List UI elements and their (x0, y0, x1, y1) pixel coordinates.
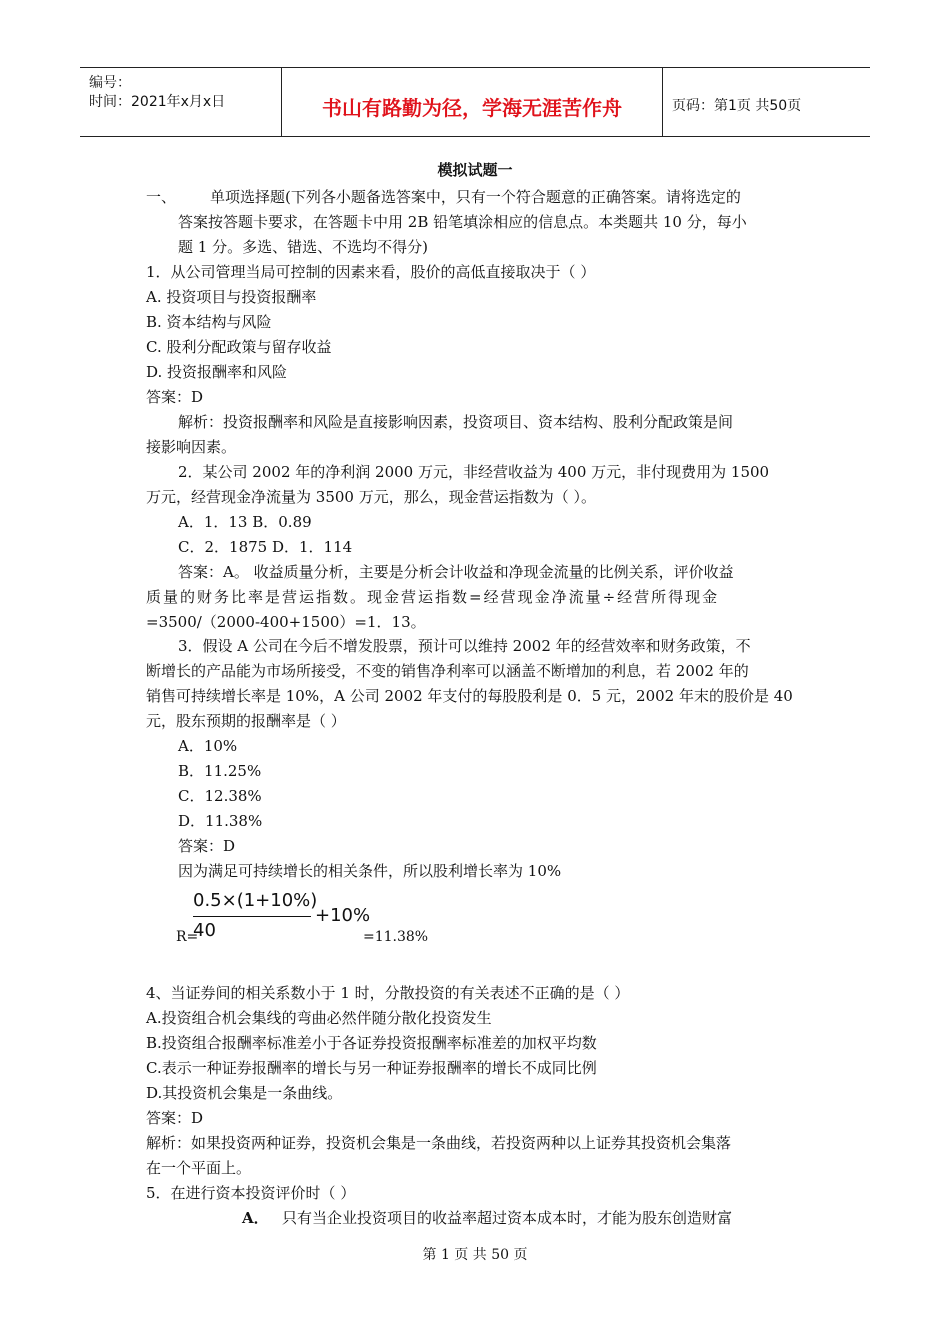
q5-stem: 5．在进行资本投资评价时（ ） (146, 1184, 356, 1202)
formula-r-label: R= (176, 929, 199, 945)
section-instructions-line1: 单项选择题(下列各小题备选答案中，只有一个符合题意的正确答案。请将选定的 (210, 188, 741, 206)
q3-stem-line2: 断增长的产品能为市场所接受，不变的销售净利率可以涵盖不断增加的利息，若 2002 年的 (146, 662, 749, 680)
formula-denominator: 40 (193, 920, 216, 941)
q2-answer-line3: =3500/（2000-400+1500）=1．13。 (146, 613, 426, 631)
q5-option-a: 只有当企业投资项目的收益率超过资本成本时，才能为股东创造财富 (282, 1209, 733, 1227)
header-motto: 书山有路勤为径，学海无涯苦作舟 (322, 96, 622, 120)
q3-stem-line1: 3．假设 A 公司在今后不增发股票，预计可以维持 2002 年的经营效率和财务政策，不 (178, 637, 751, 655)
q4-option-d: D.其投资机会集是一条曲线。 (146, 1084, 343, 1102)
doc-title: 模拟试题一 (437, 161, 513, 179)
q3-option-c: C．12.38% (178, 787, 262, 805)
q4-option-c: C.表示一种证券报酬率的增长与另一种证券报酬率的增长不成同比例 (146, 1059, 597, 1077)
q1-answer: 答案：D (146, 388, 204, 406)
q2-stem-line2: 万元，经营现金净流量为 3500 万元，那么，现金营运指数为（ ）。 (146, 488, 596, 506)
formula-result: =11.38% (363, 929, 429, 945)
section-number: 一、 (146, 188, 177, 206)
formula-plus-term: +10% (315, 905, 371, 926)
q1-option-d: D. 投资报酬率和风险 (146, 363, 288, 381)
q4-option-b: B.投资组合报酬率标准差小于各证券投资报酬率标准差的加权平均数 (146, 1034, 597, 1052)
q1-option-b: B. 资本结构与风险 (146, 313, 272, 331)
q2-answer-line1: 答案：A。 收益质量分析，主要是分析会计收益和净现金流量的比例关系，评价收益 (178, 563, 734, 581)
q4-explanation-line2: 在一个平面上。 (146, 1159, 252, 1177)
q3-stem-line3: 销售可持续增长率是 10%，A 公司 2002 年支付的每股股利是 0．5 元，2002 年末的股价是 40 (146, 687, 793, 705)
formula-numerator: 0.5×(1+10%) (193, 890, 318, 911)
header-page-info: 页码：第1页 共50页 (672, 98, 802, 114)
q3-stem-line4: 元，股东预期的报酬率是（ ） (146, 712, 346, 730)
doc-number-label: 编号： (89, 75, 131, 91)
q1-option-c: C. 股利分配政策与留存收益 (146, 338, 332, 356)
q2-options-ab: A．1．13 B．0.89 (178, 513, 312, 531)
q2-stem-line1: 2．某公司 2002 年的净利润 2000 万元，非经营收益为 400 万元，非付现费用为 1500 (178, 463, 770, 481)
q1-explanation-line1: 解析：投资报酬率和风险是直接影响因素，投资项目、资本结构、股利分配政策是间 (178, 413, 734, 431)
section-instructions-line3: 题 1 分。多选、错选、不选均不得分) (178, 238, 428, 256)
q2-options-cd: C．2．1875 D．1．114 (178, 538, 353, 556)
q5-option-a-label: A． (242, 1209, 269, 1227)
q4-answer: 答案：D (146, 1109, 204, 1127)
doc-time-label: 时间：2021年x月x日 (89, 94, 226, 110)
page-header (80, 67, 870, 137)
q1-explanation-line2: 接影响因素。 (146, 438, 237, 456)
q1-stem: 1．从公司管理当局可控制的因素来看，股价的高低直接取决于（ ） (146, 263, 596, 281)
q3-option-d: D．11.38% (178, 812, 263, 830)
q3-option-b: B．11.25% (178, 762, 262, 780)
q3-answer: 答案：D (178, 837, 236, 855)
header-right-cell (662, 68, 870, 136)
q4-stem: 4、当证券间的相关系数小于 1 时，分散投资的有关表述不正确的是（ ） (146, 984, 630, 1002)
q3-note: 因为满足可持续增长的相关条件，所以股利增长率为 10% (178, 862, 562, 880)
q4-option-a: A.投资组合机会集线的弯曲必然伴随分散化投资发生 (146, 1009, 492, 1027)
header-center-cell (281, 68, 663, 136)
header-left-cell (80, 68, 281, 136)
section-instructions-line2: 答案按答题卡要求，在答题卡中用 2B 铅笔填涂相应的信息点。本类题共 10 分，每小 (178, 213, 747, 231)
q3-option-a: A．10% (178, 737, 238, 755)
q4-explanation-line1: 解析：如果投资两种证券，投资机会集是一条曲线，若投资两种以上证券其投资机会集落 (146, 1134, 732, 1152)
page-footer: 第 1 页 共 50 页 (422, 1247, 528, 1263)
q2-answer-line2: 质量的财务比率是营运指数。现金营运指数=经营现金净流量÷经营所得现金 (146, 588, 720, 606)
q1-option-a: A. 投资项目与投资报酬率 (146, 288, 317, 306)
formula-fraction-bar (193, 916, 311, 917)
